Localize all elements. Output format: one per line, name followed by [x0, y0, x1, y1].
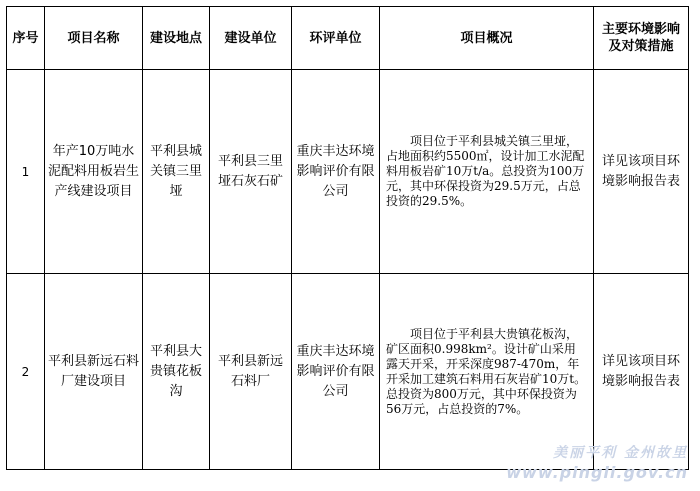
table-row: [7, 274, 689, 470]
cell-project-name: 平利县新远石料厂建设项目: [45, 274, 143, 470]
header-summary: 项目概况: [380, 7, 594, 70]
cell-builder: 平利县新远石料厂: [210, 274, 292, 470]
watermark: [506, 443, 688, 483]
cell-builder: 平利县三里垭石灰石矿: [210, 70, 292, 274]
cell-measures: 详见该项目环境影响报告表: [594, 70, 689, 274]
cell-location: 平利县城关镇三里垭: [143, 70, 210, 274]
header-row: [7, 7, 689, 70]
cell-eia-unit: 重庆丰达环境影响评价有限公司: [292, 274, 380, 470]
watermark-url: www.pingli.gov.cn: [506, 463, 688, 482]
watermark-slogan: 美丽平利 金州故里: [553, 445, 688, 461]
header-location: 建设地点: [143, 7, 210, 70]
summary-text: 项目位于平利县大贵镇花板沟，矿区面积0.998km²。设计矿山采用露天开采，开采深度987-470m，年开采加工建筑石料用石灰岩矿10万t。总投资为800万元，其中环保投资为56万元，占总投资的7%。: [386, 326, 587, 416]
table-row: [7, 70, 689, 274]
cell-no: 1: [7, 70, 45, 274]
header-measures: 主要环境影响及对策措施: [594, 7, 689, 70]
header-project-name: 项目名称: [45, 7, 143, 70]
cell-summary: [380, 70, 594, 274]
summary-text: 项目位于平利县城关镇三里垭，占地面积约5500㎡，设计加工水泥配料用板岩矿10万t/a。总投资为100万元，其中环保投资为29.5万元，占总投资的29.5%。: [386, 134, 585, 208]
header-no: 序号: [7, 7, 45, 70]
cell-project-name: 年产10万吨水泥配料用板岩生产线建设项目: [45, 70, 143, 274]
cell-measures: 详见该项目环境影响报告表: [594, 274, 689, 470]
cell-eia-unit: 重庆丰达环境影响评价有限公司: [292, 70, 380, 274]
header-builder: 建设单位: [210, 7, 292, 70]
header-eia-unit: 环评单位: [292, 7, 380, 70]
cell-summary: [380, 274, 594, 470]
eia-project-table: [6, 6, 689, 470]
cell-no: 2: [7, 274, 45, 470]
cell-location: 平利县大贵镇花板沟: [143, 274, 210, 470]
